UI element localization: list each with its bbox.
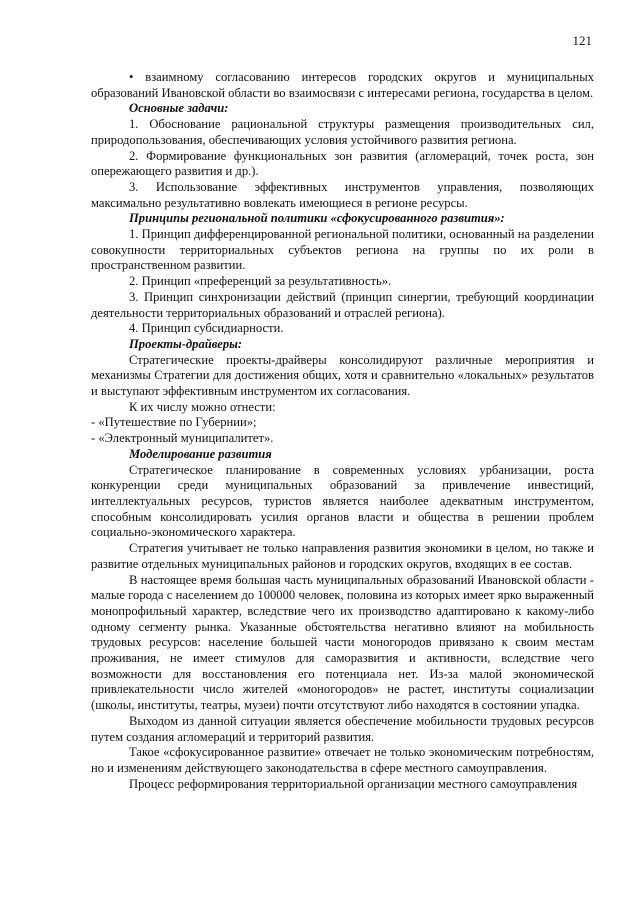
modeling-paragraph: Такое «сфокусированное развитие» отвечает не только экономическим потребностям, но и изменениям действующего законодательства в сфере местного самоуправления. <box>91 745 594 775</box>
task-item: 2. Формирование функциональных зон развития (агломераций, точек роста, зон опережающего развития и др.). <box>91 148 594 179</box>
modeling-paragraph: Процесс реформирования территориальной организации местного самоуправления <box>129 776 578 791</box>
modeling-paragraph: Стратегия учитывает не только направления развития экономики в целом, но также и развитие отдельных муниципальных районов и городских округов, входящих в ее состав. <box>91 541 594 571</box>
principle-item: 4. Принцип субсидиарности. <box>129 321 284 336</box>
principle-item: 2. Принцип «преференций за результативность». <box>129 274 392 289</box>
principle-item: 3. Принцип синхронизации действий (принцип синергии, требующий координации деятельности территориальных образований и отраслей региона). <box>91 289 594 320</box>
modeling-paragraph: В настоящее время большая часть муниципальных образований Ивановской области - малые города с населением до 100000 человек, половина из которых имеет ярко выраженный монопрофильный характер, вследствие чего их производство адаптировано к какому-либо одному сегменту рынка. Указанные обстоятельства негативно влияют на мобильность трудовых ресурсов: население большей части моногородов привязано к своим местам проживания, не имеет стимулов для саморазвития и активности, вследствие чего возможности для восстановления его потенциала нет. Из-за малой экономической привлекательности число жителей «моногородов» не растет, институты социализации (школы, институты, театры, музеи) почти отсутствуют либо находятся в состоянии упадка. <box>91 572 594 713</box>
intro-bullet: • взаимному согласованию интересов городских округов и муниципальных образований Ивановской области во взаимосвязи с интересами региона, государства в целом. <box>91 70 594 100</box>
projects-paragraph: Стратегические проекты-драйверы консолидируют различные мероприятия и механизмы Стратегии для достижения общих, хотя и сравнительно «локальных» результатов и выступают эффективным инструментом их согласования. <box>91 352 594 399</box>
projects-intro: К их числу можно отнести: <box>129 399 276 414</box>
project-list-item: - «Путешествие по Губернии»; <box>91 415 257 430</box>
principles-heading: Принципы региональной политики «сфокусированного развития»: <box>129 211 505 226</box>
page-number: 121 <box>572 33 592 48</box>
tasks-heading: Основные задачи: <box>129 101 229 116</box>
modeling-heading: Моделирование развития <box>129 446 272 461</box>
page-content <box>91 70 594 792</box>
task-item: 3. Использование эффективных инструментов управления, позволяющих максимально результативно вовлекать имеющиеся в регионе ресурсы. <box>91 179 594 210</box>
modeling-paragraph: Выходом из данной ситуации является обеспечение мобильности трудовых ресурсов путем создания агломераций и территорий развития. <box>91 713 594 744</box>
principle-item: 1. Принцип дифференцированной региональной политики, основанный на разделении совокупности территориальных субъектов региона на группы по их роли в пространственном развитии. <box>91 227 594 273</box>
project-list-item: - «Электронный муниципалитет». <box>91 431 274 446</box>
modeling-paragraph: Стратегическое планирование в современных условиях урбанизации, роста конкуренции среди муниципальных образований за привлечение инвестиций, интеллектуальных ресурсов, туристов является наиболее адекватным инструментом, способным консолидировать усилия органов власти и общества в решении проблем социально-экономического характера. <box>91 462 594 540</box>
projects-heading: Проекты-драйверы: <box>129 336 243 351</box>
task-item: 1. Обоснование рациональной структуры размещения производительных сил, природопользования, обеспечивающих условия устойчивого развития региона. <box>91 117 594 147</box>
